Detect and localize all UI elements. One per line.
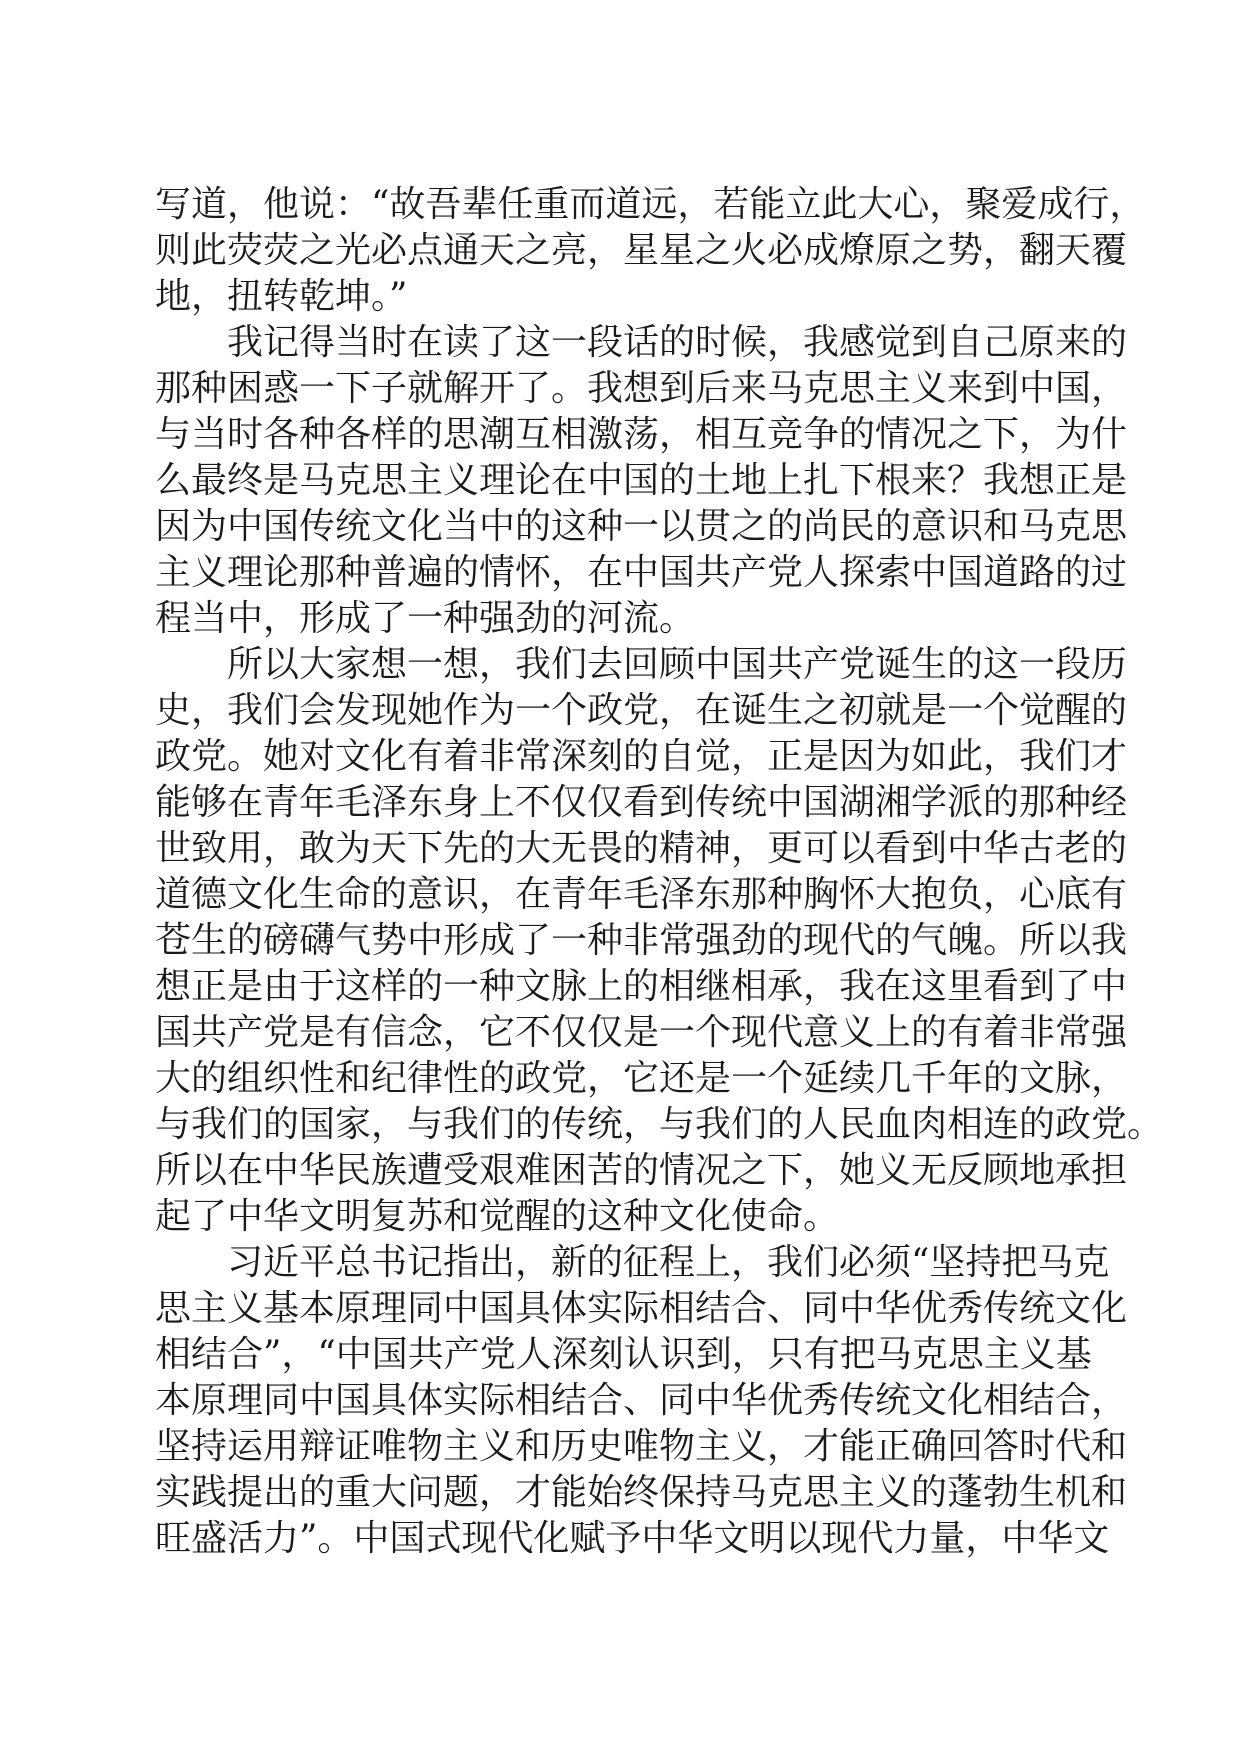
text-line: 习近平总书记指出，新的征程上，我们必须“坚持把马克 [155,1242,1110,1283]
paragraph [155,1240,1128,1562]
paragraph [155,182,1146,320]
text-line: 地，扭转乾坤。” [155,276,408,317]
text-line: 道德文化生命的意识，在青年毛泽东那种胸怀大抱负，心底有 [155,874,1128,915]
text-line: 因为中国传统文化当中的这种一以贯之的尚民的意识和马克思 [155,506,1128,547]
document-body [155,182,1164,1562]
text-line: 么最终是马克思主义理论在中国的土地上扎下根来？我想正是 [155,460,1128,501]
text-line: 坚持运用辩证唯物主义和历史唯物主义，才能正确回答时代和 [155,1426,1128,1467]
text-line: 想正是由于这样的一种文脉上的相继相承，我在这里看到了中 [155,966,1128,1007]
text-line: 本原理同中国具体实际相结合、同中华优秀传统文化相结合， [155,1380,1128,1421]
text-line: 写道，他说：“故吾辈任重而道远，若能立此大心，聚爱成行， [155,184,1146,225]
text-line: 起了中华文明复苏和觉醒的这种文化使命。 [155,1196,840,1237]
text-line: 思主义基本原理同中国具体实际相结合、同中华优秀传统文化 [155,1288,1128,1329]
text-line: 所以在中华民族遭受艰难困苦的情况之下，她义无反顾地承担 [155,1150,1128,1191]
text-line: 与当时各种各样的思潮互相激荡，相互竞争的情况之下，为什 [155,414,1128,455]
text-line: 大的组织性和纪律性的政党，它还是一个延续几千年的文脉， [155,1058,1128,1099]
text-line: 程当中，形成了一种强劲的河流。 [155,598,696,639]
text-line: 能够在青年毛泽东身上不仅仅看到传统中国湖湘学派的那种经 [155,782,1128,823]
text-line: 世致用，敢为天下先的大无畏的精神，更可以看到中华古老的 [155,828,1128,869]
text-line: 旺盛活力”。中国式现代化赋予中华文明以现代力量，中华文 [155,1518,1110,1559]
text-line: 我记得当时在读了这一段话的时候，我感觉到自己原来的 [155,322,1128,363]
text-line: 国共产党是有信念，它不仅仅是一个现代意义上的有着非常强 [155,1012,1128,1053]
paragraph [155,320,1128,642]
text-line: 所以大家想一想，我们去回顾中国共产党诞生的这一段历 [155,644,1128,685]
text-line: 政党。她对文化有着非常深刻的自觉，正是因为如此，我们才 [155,736,1128,777]
text-line: 苍生的磅礴气势中形成了一种非常强劲的现代的气魄。所以我 [155,920,1128,961]
text-line: 那种困惑一下子就解开了。我想到后来马克思主义来到中国， [155,368,1128,409]
text-line: 主义理论那种普遍的情怀，在中国共产党人探索中国道路的过 [155,552,1128,593]
text-line: 与我们的国家，与我们的传统，与我们的人民血肉相连的政党。 [155,1104,1164,1145]
text-line: 史，我们会发现她作为一个政党，在诞生之初就是一个觉醒的 [155,690,1128,731]
paragraph [155,642,1164,1240]
text-line: 则此荧荧之光必点通天之亮，星星之火必成燎原之势，翻天覆 [155,230,1128,271]
text-line: 实践提出的重大问题，才能始终保持马克思主义的蓬勃生机和 [155,1472,1128,1513]
text-line: 相结合”，“中国共产党人深刻认识到，只有把马克思主义基 [155,1334,1092,1375]
